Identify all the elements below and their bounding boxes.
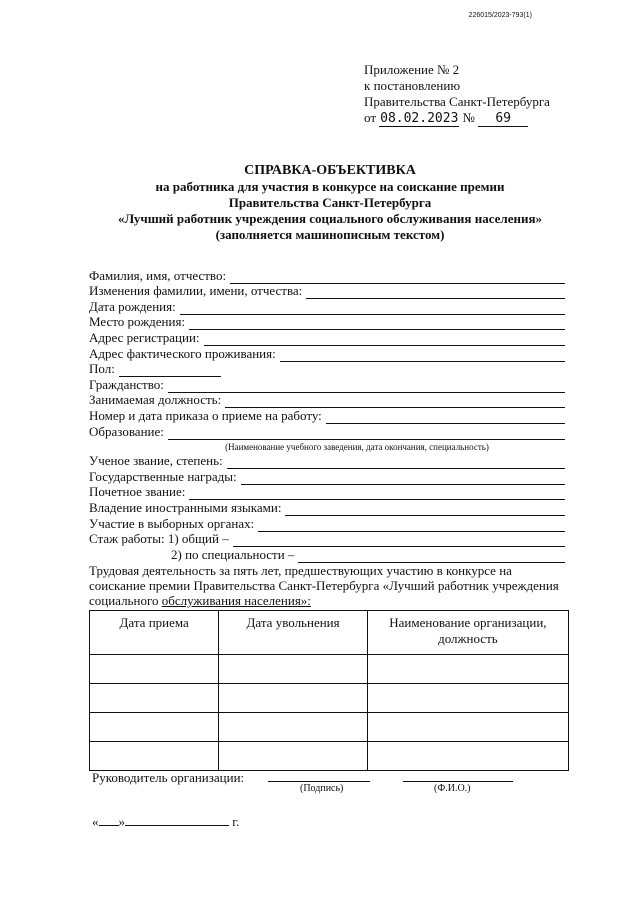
field-name-changes — [89, 284, 565, 300]
signature-caption: (Подпись) — [300, 783, 344, 794]
field-label: Ученое звание, степень: — [89, 453, 223, 469]
table-cell[interactable] — [367, 713, 568, 742]
blank-line[interactable] — [280, 351, 565, 362]
blank-line[interactable] — [230, 273, 565, 284]
blank-line[interactable] — [298, 552, 565, 563]
field-label: Образование: — [89, 423, 164, 439]
field-hire-order — [89, 408, 565, 424]
document-title — [90, 163, 570, 243]
intro-text: Трудовая деятельность за пять лет, предшествующих участию в конкурсе на соискание премии Правительства Санкт-Петербурга «Лучший работник учреждения социального — [89, 563, 559, 608]
field-birth-place — [89, 315, 565, 331]
table-row — [90, 684, 569, 713]
field-experience-specialty — [89, 547, 565, 563]
title-line-4: «Лучший работник учреждения социального обслуживания населения» — [118, 211, 542, 226]
table-cell[interactable] — [90, 684, 219, 713]
blank-line[interactable] — [189, 489, 565, 500]
appendix-line-3: Правительства Санкт-Петербурга — [364, 94, 550, 109]
field-honorary-title — [89, 485, 565, 501]
table-header-row — [90, 611, 569, 655]
table-cell[interactable] — [90, 742, 219, 771]
field-experience-total — [89, 532, 565, 548]
blank-line[interactable] — [168, 429, 565, 440]
blank-line[interactable] — [326, 413, 565, 424]
title-line-3: Правительства Санкт-Петербурга — [228, 195, 432, 210]
field-label: Адрес фактического проживания: — [89, 345, 276, 361]
field-label: Государственные награды: — [89, 468, 237, 484]
work-history-table — [89, 610, 569, 771]
column-header-organization: Наименование организации, должность — [367, 611, 568, 655]
table-row — [90, 742, 569, 771]
title-line-1: СПРАВКА-ОБЪЕКТИВКА — [244, 163, 416, 178]
field-label: Владение иностранными языками: — [89, 499, 282, 515]
blank-line[interactable] — [306, 288, 565, 299]
month-year-blank[interactable] — [125, 814, 229, 826]
field-full-name — [89, 268, 565, 284]
education-note: (Наименование учебного заведения, дата окончания, специальность) — [225, 441, 489, 452]
year-suffix: г. — [232, 814, 240, 829]
head-signature-label: Руководитель организации: — [92, 770, 245, 785]
decree-date: 08.02.2023 — [380, 111, 459, 126]
field-academic — [89, 454, 565, 470]
column-header-hire-date: Дата приема — [90, 611, 219, 655]
document-id: 226015/2023-793(1) — [468, 12, 532, 19]
signature-line[interactable] — [268, 780, 370, 782]
title-line-5: (заполняется машинописным текстом) — [215, 227, 445, 242]
field-elected-bodies — [89, 516, 565, 532]
field-label: Пол: — [89, 361, 115, 377]
field-label: Стаж работы: 1) общий – — [89, 531, 229, 547]
field-label: Адрес регистрации: — [89, 329, 200, 345]
appendix-line-4 — [364, 110, 550, 127]
name-line[interactable] — [403, 780, 513, 782]
table-cell[interactable] — [367, 742, 568, 771]
appendix-header — [364, 62, 550, 127]
blank-line[interactable] — [233, 536, 565, 547]
field-label: 2) по специальности – — [171, 546, 295, 562]
table-cell[interactable] — [367, 684, 568, 713]
table-row — [90, 655, 569, 684]
work-history-intro — [89, 563, 569, 608]
number-label: № — [462, 110, 475, 125]
table-cell[interactable] — [219, 713, 367, 742]
table-row — [90, 713, 569, 742]
blank-line[interactable] — [168, 382, 565, 393]
intro-underlined: обслуживания населения»: — [161, 593, 311, 608]
quote-close: » — [118, 814, 125, 829]
field-label: Место рождения: — [89, 314, 186, 330]
blank-line[interactable] — [227, 458, 565, 469]
field-label: Изменения фамилии, имени, отчества: — [89, 283, 303, 299]
field-label: Участие в выборных органах: — [89, 515, 255, 531]
appendix-line-1: Приложение № 2 — [364, 62, 460, 77]
field-actual-address — [89, 346, 565, 362]
field-languages — [89, 500, 565, 516]
table-cell[interactable] — [219, 684, 367, 713]
appendix-line-2: к постановлению — [364, 78, 461, 93]
field-birth-date — [89, 299, 565, 315]
blank-line[interactable] — [258, 521, 565, 532]
day-blank[interactable] — [99, 814, 119, 826]
table-cell[interactable] — [219, 655, 367, 684]
table-cell[interactable] — [367, 655, 568, 684]
table-cell[interactable] — [90, 655, 219, 684]
field-label: Занимаемая должность: — [89, 392, 222, 408]
field-position — [89, 393, 565, 409]
decree-number: 69 — [478, 112, 528, 127]
blank-line[interactable] — [285, 505, 565, 516]
field-label: Почетное звание: — [89, 484, 186, 500]
field-label: Гражданство: — [89, 376, 164, 392]
blank-line[interactable] — [241, 474, 565, 485]
field-state-awards — [89, 469, 565, 485]
field-label: Фамилия, имя, отчество: — [89, 267, 227, 283]
field-sex — [89, 362, 565, 378]
field-reg-address — [89, 330, 565, 346]
table-cell[interactable] — [90, 713, 219, 742]
name-caption: (Ф.И.О.) — [434, 783, 471, 794]
date-line — [92, 814, 239, 830]
blank-line[interactable] — [225, 397, 565, 408]
field-label: Дата рождения: — [89, 298, 176, 314]
column-header-dismissal-date: Дата увольнения — [219, 611, 367, 655]
blank-line[interactable] — [189, 319, 565, 330]
field-citizenship — [89, 377, 565, 393]
blank-line[interactable] — [119, 366, 221, 377]
from-label: от — [364, 110, 377, 125]
blank-line[interactable] — [180, 304, 565, 315]
blank-line[interactable] — [204, 335, 565, 346]
quote-open: « — [92, 814, 99, 829]
field-education — [89, 424, 565, 440]
field-label: Номер и дата приказа о приеме на работу: — [89, 407, 322, 423]
table-cell[interactable] — [219, 742, 367, 771]
form-fields — [89, 268, 565, 563]
title-line-2: на работника для участия в конкурсе на соискание премии — [155, 179, 505, 194]
